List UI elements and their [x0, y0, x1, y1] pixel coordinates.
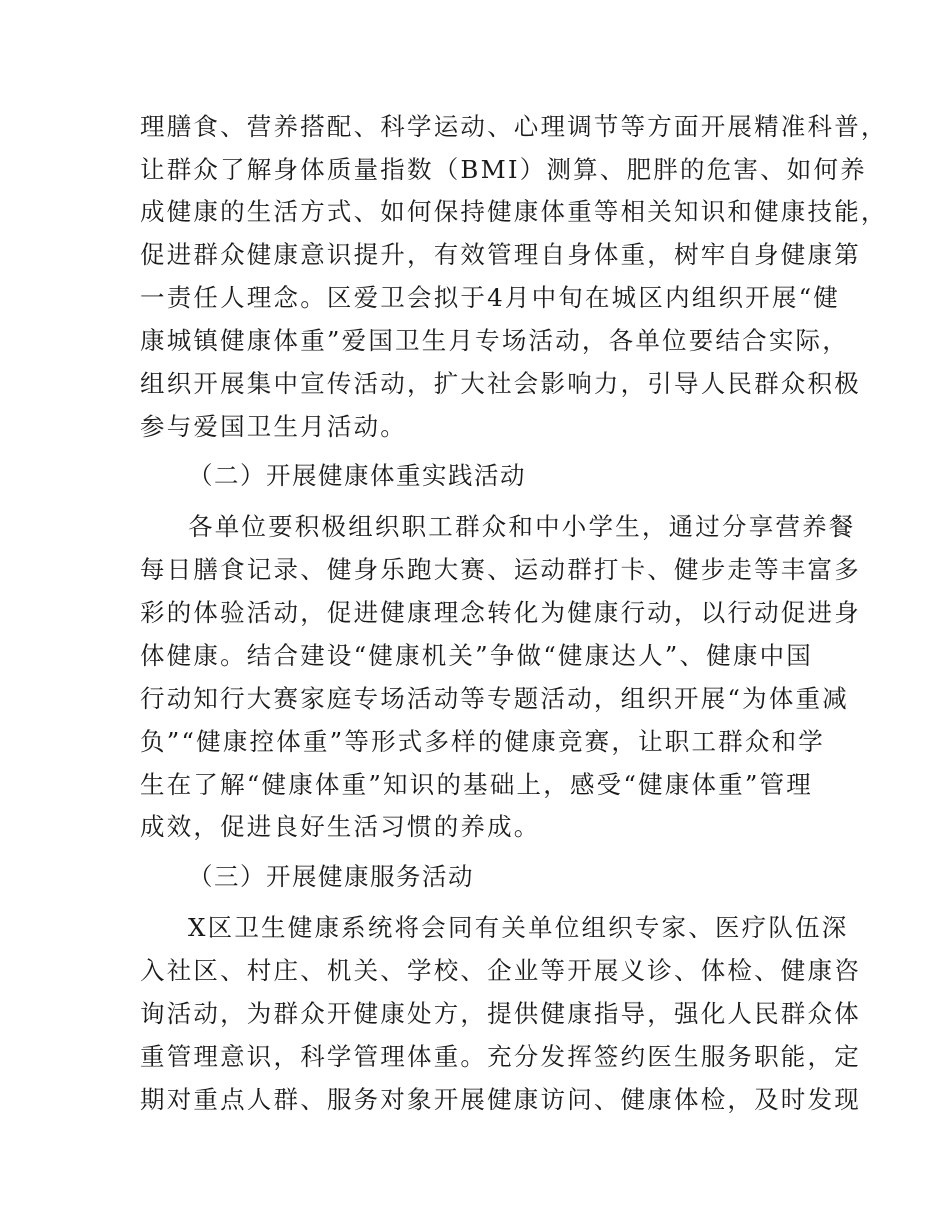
paragraph-line: 促进群众健康意识提升，有效管理自身体重，树牢自身健康第	[140, 240, 861, 269]
paragraph-line: 组织开展集中宣传活动，扩大社会影响力，引导人民群众积极	[140, 369, 861, 398]
paragraph-line: 康城镇健康体重”爱国卫生月专场活动，各单位要结合实际，	[140, 326, 849, 355]
paragraph-line: 行动知行大赛家庭专场活动等专题活动，组织开展“为体重减	[140, 684, 849, 713]
paragraph-line: 期对重点人群、服务对象开展健康访问、健康体检，及时发现	[140, 1085, 861, 1114]
section-heading-3: （三）开展健康服务活动	[188, 862, 474, 891]
paragraph-line: 询活动，为群众开健康处方，提供健康指导，强化人民群众体	[140, 999, 861, 1028]
paragraph-line: 负”“健康控体重”等形式多样的健康竞赛，让职工群众和学	[140, 727, 825, 756]
paragraph-line: 让群众了解身体质量指数（BMI）测算、肥胖的危害、如何养	[140, 155, 867, 184]
paragraph-line: 重管理意识，科学管理体重。充分发挥签约医生服务职能，定	[140, 1042, 861, 1071]
paragraph-line: 生在了解“健康体重”知识的基础上，感受“健康体重”管理	[140, 770, 813, 799]
paragraph-line: 成健康的生活方式、如何保持健康体重等相关知识和健康技能，	[140, 197, 888, 226]
paragraph-line: 每日膳食记录、健身乐跑大赛、运动群打卡、健步走等丰富多	[140, 555, 861, 584]
paragraph-line: 入社区、村庄、机关、学校、企业等开展义诊、体检、健康咨	[140, 956, 861, 985]
paragraph-line: 彩的体验活动，促进健康理念转化为健康行动，以行动促进身	[140, 598, 861, 627]
paragraph-line: 参与爱国卫生月活动。	[140, 412, 407, 441]
paragraph-line: 各单位要积极组织职工群众和中小学生，通过分享营养餐	[188, 512, 856, 541]
paragraph-line: 理膳食、营养搭配、科学运动、心理调节等方面开展精准科普，	[140, 112, 888, 141]
section-heading-2: （二）开展健康体重实践活动	[188, 461, 526, 490]
paragraph-line: 一责任人理念。区爱卫会拟于4月中旬在城区内组织开展“健	[140, 283, 841, 312]
paragraph-line: X区卫生健康系统将会同有关单位组织专家、医疗队伍深	[188, 913, 849, 942]
paragraph-line: 体健康。结合建设“健康机关”争做“健康达人”、健康中国	[140, 641, 813, 670]
paragraph-line: 成效，促进良好生活习惯的养成。	[140, 812, 541, 841]
